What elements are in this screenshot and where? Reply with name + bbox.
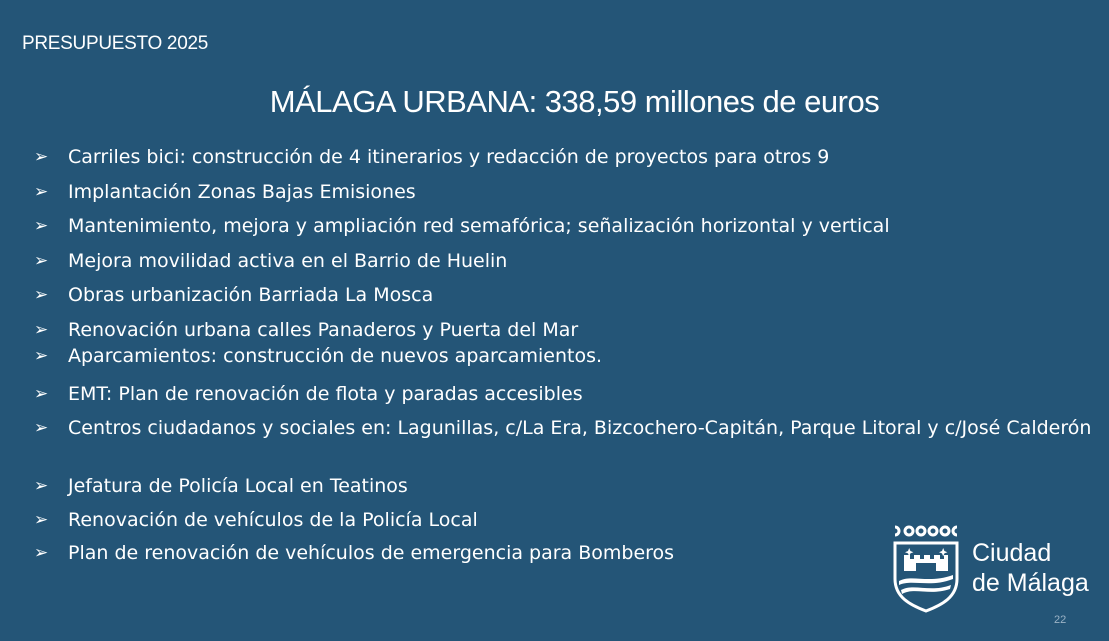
bullet-item — [34, 346, 1109, 366]
city-crest-logo-icon — [890, 521, 962, 613]
bullet-text: Renovación urbana calles Panaderos y Puerta del Mar — [68, 319, 579, 341]
bullet-text: Centros ciudadanos y sociales en: Lagunillas, c/La Era, Bizcochero-Capitán, Parque Litoral y c/José Calderón — [68, 417, 1092, 439]
city-logo-text — [972, 538, 1089, 598]
arrow-bullet-icon: ➢ — [34, 147, 49, 167]
bullet-item — [34, 476, 1109, 496]
arrow-bullet-icon: ➢ — [34, 418, 49, 438]
bullet-text: Implantación Zonas Bajas Emisiones — [68, 181, 416, 203]
bullet-item — [34, 320, 1109, 340]
bullet-item — [34, 251, 1109, 271]
bullet-item — [34, 285, 1109, 305]
bullet-text: Mejora movilidad activa en el Barrio de Huelin — [68, 250, 508, 272]
arrow-bullet-icon: ➢ — [34, 182, 49, 202]
bullet-text: Plan de renovación de vehículos de emergencia para Bomberos — [68, 542, 675, 564]
arrow-bullet-icon: ➢ — [34, 476, 49, 496]
bullet-item — [34, 216, 1109, 236]
arrow-bullet-icon: ➢ — [34, 543, 49, 563]
bullet-text: Aparcamientos: construcción de nuevos aparcamientos. — [68, 345, 603, 367]
page-number: 22 — [1054, 614, 1067, 626]
arrow-bullet-icon: ➢ — [34, 285, 49, 305]
bullet-item — [34, 418, 1109, 438]
arrow-bullet-icon: ➢ — [34, 346, 49, 366]
presupuesto-header: PRESUPUESTO 2025 — [22, 33, 208, 54]
logo-line-2: de Málaga — [972, 569, 1089, 597]
arrow-bullet-icon: ➢ — [34, 216, 49, 236]
bullet-item — [34, 384, 1109, 404]
slide-title: MÁLAGA URBANA: 338,59 millones de euros — [269, 84, 880, 119]
bullet-text: Obras urbanización Barriada La Mosca — [68, 284, 434, 306]
bullet-text: EMT: Plan de renovación de flota y paradas accesibles — [68, 383, 583, 405]
bullet-text: Carriles bici: construcción de 4 itinerarios y redacción de proyectos para otros 9 — [68, 146, 830, 168]
arrow-bullet-icon: ➢ — [34, 320, 49, 340]
bullet-text: Renovación de vehículos de la Policía Local — [68, 509, 478, 531]
logo-line-1: Ciudad — [972, 539, 1052, 567]
bullet-text: Jefatura de Policía Local en Teatinos — [68, 475, 408, 497]
bullet-item — [34, 147, 1109, 167]
arrow-bullet-icon: ➢ — [34, 384, 49, 404]
bullet-text: Mantenimiento, mejora y ampliación red semafórica; señalización horizontal y vertical — [68, 215, 890, 237]
bullet-item — [34, 182, 1109, 202]
arrow-bullet-icon: ➢ — [34, 251, 49, 271]
arrow-bullet-icon: ➢ — [34, 510, 49, 530]
